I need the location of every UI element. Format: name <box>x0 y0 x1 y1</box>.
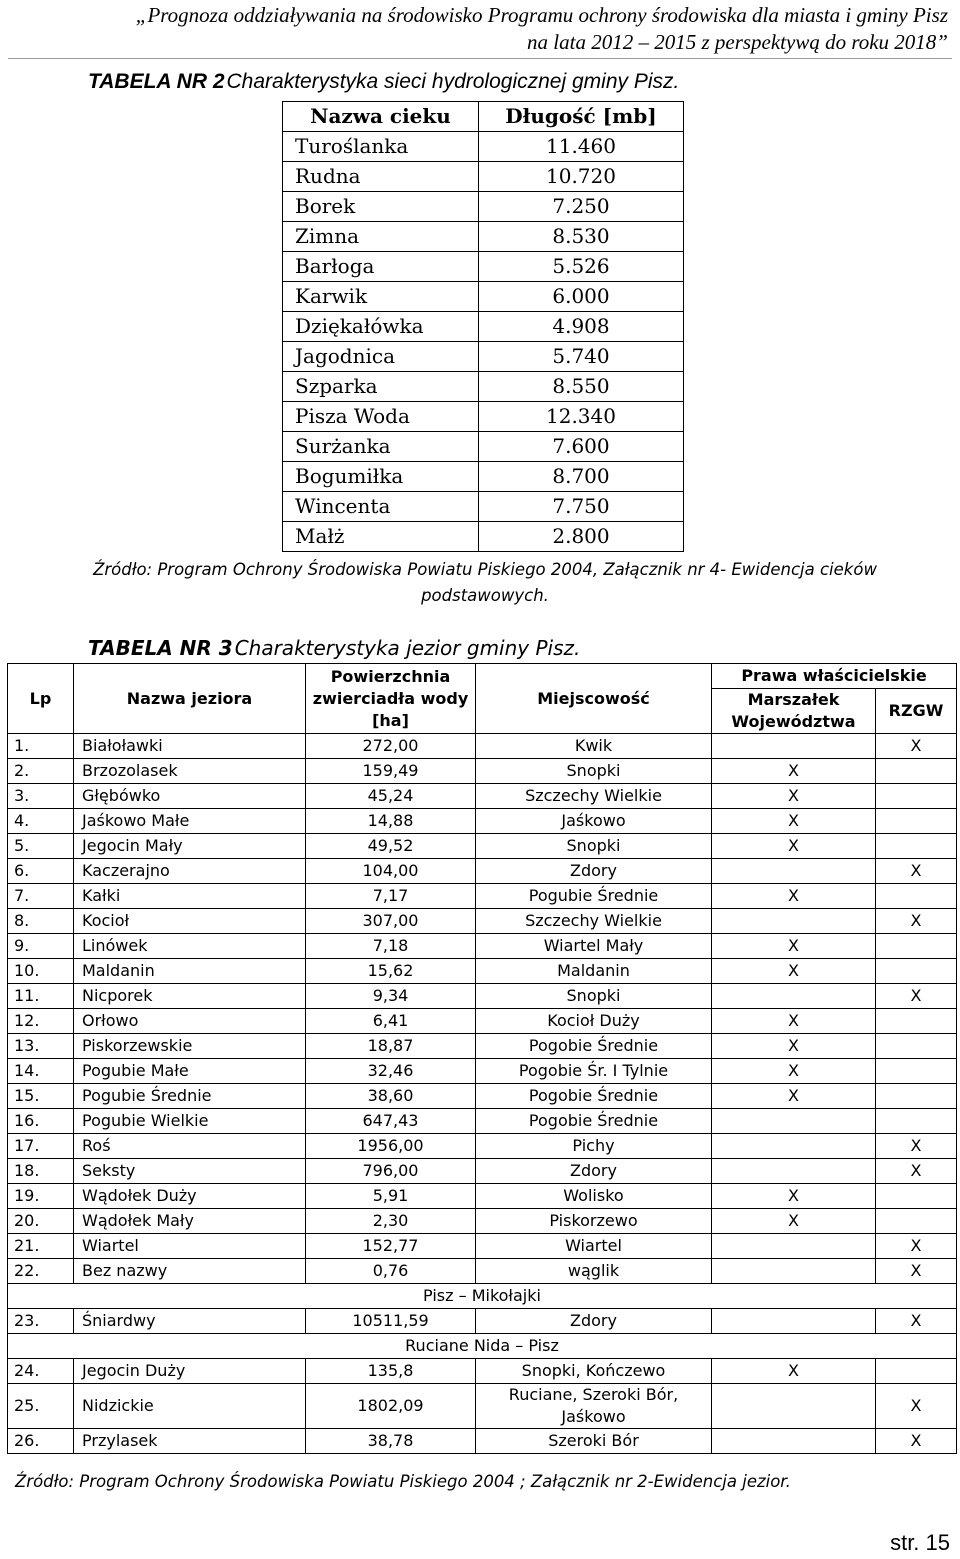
lake-lp: 13. <box>8 1034 74 1059</box>
lake-row <box>8 1209 957 1234</box>
lake-place: Wiartel <box>476 1234 712 1259</box>
lake-place: Wiartel Mały <box>476 934 712 959</box>
lake-row <box>8 1109 957 1134</box>
lake-rzgw-mark <box>876 884 957 909</box>
river-row <box>283 492 684 522</box>
lake-place: Pichy <box>476 1134 712 1159</box>
lake-place: Wolisko <box>476 1184 712 1209</box>
lake-lp: 12. <box>8 1009 74 1034</box>
river-row <box>283 222 684 252</box>
lake-area: 5,91 <box>306 1184 476 1209</box>
river-name: Zimna <box>283 222 479 252</box>
lake-name: Orłowo <box>74 1009 306 1034</box>
lake-name: Jegocin Mały <box>74 834 306 859</box>
lake-area: 6,41 <box>306 1009 476 1034</box>
col-river-name: Nazwa cieku <box>283 102 479 132</box>
lake-marszalek-mark: X <box>712 809 876 834</box>
lake-lp: 11. <box>8 984 74 1009</box>
river-row <box>283 282 684 312</box>
lake-name: Seksty <box>74 1159 306 1184</box>
rivers-table <box>282 101 684 552</box>
river-row <box>283 312 684 342</box>
lake-lp: 2. <box>8 759 74 784</box>
lake-lp: 8. <box>8 909 74 934</box>
lake-marszalek-mark: X <box>712 934 876 959</box>
river-length: 7.750 <box>479 492 684 522</box>
lake-rzgw-mark <box>876 1084 957 1109</box>
lake-row <box>8 1234 957 1259</box>
lake-area: 307,00 <box>306 909 476 934</box>
lake-row <box>8 1009 957 1034</box>
lake-rzgw-mark <box>876 1034 957 1059</box>
lake-rzgw-mark: X <box>876 1429 957 1454</box>
river-name: Szparka <box>283 372 479 402</box>
lake-area: 18,87 <box>306 1034 476 1059</box>
lake-row <box>8 1309 957 1334</box>
header-line-1: „Prognoza oddziaływania na środowisko Programu ochrony środowiska dla miasta i gminy Pisz <box>135 3 948 27</box>
lake-marszalek-mark <box>712 1384 876 1429</box>
lake-marszalek-mark: X <box>712 884 876 909</box>
lake-marszalek-mark <box>712 859 876 884</box>
lake-rzgw-mark <box>876 784 957 809</box>
lake-name: Kocioł <box>74 909 306 934</box>
lake-name: Wądołek Mały <box>74 1209 306 1234</box>
lake-rzgw-mark: X <box>876 1134 957 1159</box>
table2-label: TABELA NR 2 <box>88 70 225 93</box>
lake-marszalek-mark <box>712 1429 876 1454</box>
lake-marszalek-mark: X <box>712 1359 876 1384</box>
river-name: Wincenta <box>283 492 479 522</box>
lake-row <box>8 1184 957 1209</box>
lake-name: Nidzickie <box>74 1384 306 1429</box>
lake-row <box>8 1359 957 1384</box>
lake-row <box>8 1259 957 1284</box>
lake-place: Snopki <box>476 984 712 1009</box>
lake-lp: 24. <box>8 1359 74 1384</box>
lake-row <box>8 959 957 984</box>
lake-marszalek-mark: X <box>712 959 876 984</box>
lake-section-label: Ruciane Nida – Pisz <box>8 1334 957 1359</box>
lake-name: Jaśkowo Małe <box>74 809 306 834</box>
river-row <box>283 402 684 432</box>
lake-lp: 25. <box>8 1384 74 1429</box>
lake-name: Białoławki <box>74 734 306 759</box>
lake-area: 159,49 <box>306 759 476 784</box>
lake-name: Linówek <box>74 934 306 959</box>
lake-lp: 23. <box>8 1309 74 1334</box>
col-rzgw: RZGW <box>876 689 957 734</box>
lake-name: Nicporek <box>74 984 306 1009</box>
lake-row <box>8 884 957 909</box>
header-divider <box>8 58 952 59</box>
col-lake-place: Miejscowość <box>476 664 712 734</box>
lake-lp: 5. <box>8 834 74 859</box>
lake-name: Brzozolasek <box>74 759 306 784</box>
river-name: Karwik <box>283 282 479 312</box>
lake-place: Snopki <box>476 759 712 784</box>
lake-area: 15,62 <box>306 959 476 984</box>
lake-lp: 1. <box>8 734 74 759</box>
lake-marszalek-mark <box>712 1159 876 1184</box>
lake-lp: 4. <box>8 809 74 834</box>
lake-rzgw-mark <box>876 809 957 834</box>
lake-area: 45,24 <box>306 784 476 809</box>
lake-area: 0,76 <box>306 1259 476 1284</box>
page-number: str. 15 <box>890 1530 950 1555</box>
lake-row <box>8 1059 957 1084</box>
lake-rzgw-mark <box>876 934 957 959</box>
lake-area: 152,77 <box>306 1234 476 1259</box>
river-row <box>283 342 684 372</box>
lake-name: Kałki <box>74 884 306 909</box>
lake-place: Szczechy Wielkie <box>476 909 712 934</box>
lake-name: Piskorzewskie <box>74 1034 306 1059</box>
lake-marszalek-mark: X <box>712 784 876 809</box>
river-row <box>283 162 684 192</box>
lake-name: Wiartel <box>74 1234 306 1259</box>
lake-area: 49,52 <box>306 834 476 859</box>
lake-lp: 15. <box>8 1084 74 1109</box>
lake-marszalek-mark <box>712 1109 876 1134</box>
lake-section-label: Pisz – Mikołajki <box>8 1284 957 1309</box>
river-row <box>283 432 684 462</box>
lake-place: Zdory <box>476 1309 712 1334</box>
lake-rzgw-mark <box>876 1359 957 1384</box>
lake-place: wąglik <box>476 1259 712 1284</box>
col-ownership-rights: Prawa właścicielskie <box>712 664 957 689</box>
lakes-table-header <box>8 664 957 689</box>
lake-lp: 21. <box>8 1234 74 1259</box>
river-row <box>283 372 684 402</box>
lake-section-row <box>8 1334 957 1359</box>
lake-row <box>8 759 957 784</box>
lake-area: 7,18 <box>306 934 476 959</box>
river-row <box>283 462 684 492</box>
lake-area: 32,46 <box>306 1059 476 1084</box>
table2-caption: Charakterystyka sieci hydrologicznej gminy Pisz. <box>226 70 680 93</box>
lake-marszalek-mark: X <box>712 1084 876 1109</box>
lake-row <box>8 1159 957 1184</box>
lake-rzgw-mark: X <box>876 1384 957 1429</box>
lake-place: Pogobie Średnie <box>476 1084 712 1109</box>
lake-marszalek-mark: X <box>712 1059 876 1084</box>
lake-name: Śniardwy <box>74 1309 306 1334</box>
lake-lp: 14. <box>8 1059 74 1084</box>
lake-marszalek-mark: X <box>712 1009 876 1034</box>
lake-name: Pogubie Małe <box>74 1059 306 1084</box>
lake-area: 104,00 <box>306 859 476 884</box>
lake-rzgw-mark: X <box>876 1259 957 1284</box>
lake-rzgw-mark: X <box>876 1309 957 1334</box>
lake-row <box>8 984 957 1009</box>
lake-name: Maldanin <box>74 959 306 984</box>
lake-name: Pogubie Wielkie <box>74 1109 306 1134</box>
lake-place: Pogobie Śr. I Tylnie <box>476 1059 712 1084</box>
lake-place: Maldanin <box>476 959 712 984</box>
lake-area: 7,17 <box>306 884 476 909</box>
lake-row <box>8 934 957 959</box>
lake-area: 647,43 <box>306 1109 476 1134</box>
lake-section-row <box>8 1284 957 1309</box>
lake-row <box>8 1384 957 1429</box>
lake-name: Pogubie Średnie <box>74 1084 306 1109</box>
lake-place: Zdory <box>476 1159 712 1184</box>
lake-lp: 18. <box>8 1159 74 1184</box>
lake-row <box>8 859 957 884</box>
lake-row <box>8 1084 957 1109</box>
lake-marszalek-mark <box>712 909 876 934</box>
river-length: 2.800 <box>479 522 684 552</box>
header-line-2: na lata 2012 – 2015 z perspektywą do roku 2018” <box>527 30 948 54</box>
table2-source: Źródło: Program Ochrony Środowiska Powiatu Piskiego 2004, Załącznik nr 4- Ewidencja cieków podstawowych. <box>93 560 877 605</box>
river-length: 5.526 <box>479 252 684 282</box>
rivers-table-header <box>283 102 684 132</box>
lake-rzgw-mark: X <box>876 1234 957 1259</box>
lake-area: 10511,59 <box>306 1309 476 1334</box>
river-length: 7.250 <box>479 192 684 222</box>
lake-lp: 20. <box>8 1209 74 1234</box>
lake-rzgw-mark <box>876 1184 957 1209</box>
lake-name: Jegocin Duży <box>74 1359 306 1384</box>
river-name: Jagodnica <box>283 342 479 372</box>
lake-area: 38,78 <box>306 1429 476 1454</box>
lake-lp: 10. <box>8 959 74 984</box>
table3-source: Źródło: Program Ochrony Środowiska Powiatu Piskiego 2004 ; Załącznik nr 2-Ewidencja jezior. <box>15 1472 791 1491</box>
river-name: Rudna <box>283 162 479 192</box>
lake-rzgw-mark: X <box>876 1159 957 1184</box>
table3-label: TABELA NR 3 <box>88 636 233 660</box>
lake-name: Wądołek Duży <box>74 1184 306 1209</box>
lake-rzgw-mark: X <box>876 909 957 934</box>
lake-marszalek-mark: X <box>712 834 876 859</box>
river-name: Turoślanka <box>283 132 479 162</box>
lake-marszalek-mark <box>712 1234 876 1259</box>
lake-row <box>8 734 957 759</box>
lake-name: Przylasek <box>74 1429 306 1454</box>
river-length: 11.460 <box>479 132 684 162</box>
lake-lp: 7. <box>8 884 74 909</box>
lake-name: Głębówko <box>74 784 306 809</box>
lake-area: 1956,00 <box>306 1134 476 1159</box>
lake-marszalek-mark: X <box>712 759 876 784</box>
lake-lp: 19. <box>8 1184 74 1209</box>
col-river-length: Długość [mb] <box>479 102 684 132</box>
river-length: 8.700 <box>479 462 684 492</box>
lake-lp: 17. <box>8 1134 74 1159</box>
river-length: 10.720 <box>479 162 684 192</box>
table3-title <box>88 636 580 660</box>
river-length: 5.740 <box>479 342 684 372</box>
lake-row <box>8 784 957 809</box>
lake-place: Jaśkowo <box>476 809 712 834</box>
lake-lp: 16. <box>8 1109 74 1134</box>
lake-row <box>8 1134 957 1159</box>
lake-area: 14,88 <box>306 809 476 834</box>
lake-place: Kocioł Duży <box>476 1009 712 1034</box>
lake-place: Szczechy Wielkie <box>476 784 712 809</box>
lake-place: Pogobie Średnie <box>476 1109 712 1134</box>
lake-row <box>8 909 957 934</box>
lake-marszalek-mark: X <box>712 1184 876 1209</box>
lake-area: 2,30 <box>306 1209 476 1234</box>
river-name: Surżanka <box>283 432 479 462</box>
lake-name: Bez nazwy <box>74 1259 306 1284</box>
lake-lp: 6. <box>8 859 74 884</box>
lake-rzgw-mark <box>876 759 957 784</box>
lakes-table <box>7 663 957 1454</box>
lake-rzgw-mark <box>876 834 957 859</box>
document-header <box>136 2 948 56</box>
lake-marszalek-mark: X <box>712 1209 876 1234</box>
lake-lp: 22. <box>8 1259 74 1284</box>
lake-lp: 26. <box>8 1429 74 1454</box>
lake-area: 1802,09 <box>306 1384 476 1429</box>
lake-place: Pogobie Średnie <box>476 1034 712 1059</box>
lake-marszalek-mark <box>712 734 876 759</box>
river-name: Dziękałówka <box>283 312 479 342</box>
river-name: Pisza Woda <box>283 402 479 432</box>
lake-marszalek-mark: X <box>712 1034 876 1059</box>
col-lake-area: Powierzchnia zwierciadła wody [ha] <box>306 664 476 734</box>
col-lake-name: Nazwa jeziora <box>74 664 306 734</box>
lake-marszalek-mark <box>712 1309 876 1334</box>
lake-lp: 3. <box>8 784 74 809</box>
lake-row <box>8 1429 957 1454</box>
lake-place: Pogubie Średnie <box>476 884 712 909</box>
lake-rzgw-mark <box>876 1059 957 1084</box>
river-row <box>283 522 684 552</box>
lake-place: Snopki, Kończewo <box>476 1359 712 1384</box>
river-row <box>283 132 684 162</box>
lake-rzgw-mark: X <box>876 734 957 759</box>
lake-marszalek-mark <box>712 984 876 1009</box>
lake-place: Piskorzewo <box>476 1209 712 1234</box>
lake-rzgw-mark <box>876 1109 957 1134</box>
river-name: Barłoga <box>283 252 479 282</box>
table3-caption: Charakterystyka jezior gminy Pisz. <box>234 636 581 660</box>
lake-rzgw-mark: X <box>876 859 957 884</box>
river-row <box>283 252 684 282</box>
lake-name: Roś <box>74 1134 306 1159</box>
col-marszalek: Marszałek Województwa <box>712 689 876 734</box>
lake-place: Szeroki Bór <box>476 1429 712 1454</box>
river-row <box>283 192 684 222</box>
lake-marszalek-mark <box>712 1259 876 1284</box>
lake-area: 135,8 <box>306 1359 476 1384</box>
river-length: 6.000 <box>479 282 684 312</box>
lake-row <box>8 834 957 859</box>
lake-row <box>8 809 957 834</box>
lake-place: Snopki <box>476 834 712 859</box>
lake-rzgw-mark <box>876 959 957 984</box>
river-length: 8.550 <box>479 372 684 402</box>
river-name: Małż <box>283 522 479 552</box>
table2-title <box>88 70 679 94</box>
lake-place: Zdory <box>476 859 712 884</box>
lake-name: Kaczerajno <box>74 859 306 884</box>
lake-place: Kwik <box>476 734 712 759</box>
river-length: 8.530 <box>479 222 684 252</box>
lake-area: 796,00 <box>306 1159 476 1184</box>
river-name: Borek <box>283 192 479 222</box>
lake-area: 9,34 <box>306 984 476 1009</box>
river-length: 7.600 <box>479 432 684 462</box>
lake-rzgw-mark: X <box>876 984 957 1009</box>
river-name: Bogumiłka <box>283 462 479 492</box>
lake-area: 272,00 <box>306 734 476 759</box>
col-lp: Lp <box>8 664 74 734</box>
lake-lp: 9. <box>8 934 74 959</box>
lake-rzgw-mark <box>876 1209 957 1234</box>
lake-rzgw-mark <box>876 1009 957 1034</box>
river-length: 12.340 <box>479 402 684 432</box>
lake-marszalek-mark <box>712 1134 876 1159</box>
lake-row <box>8 1034 957 1059</box>
lake-place: Ruciane, Szeroki Bór, Jaśkowo <box>476 1384 712 1429</box>
river-length: 4.908 <box>479 312 684 342</box>
lake-area: 38,60 <box>306 1084 476 1109</box>
